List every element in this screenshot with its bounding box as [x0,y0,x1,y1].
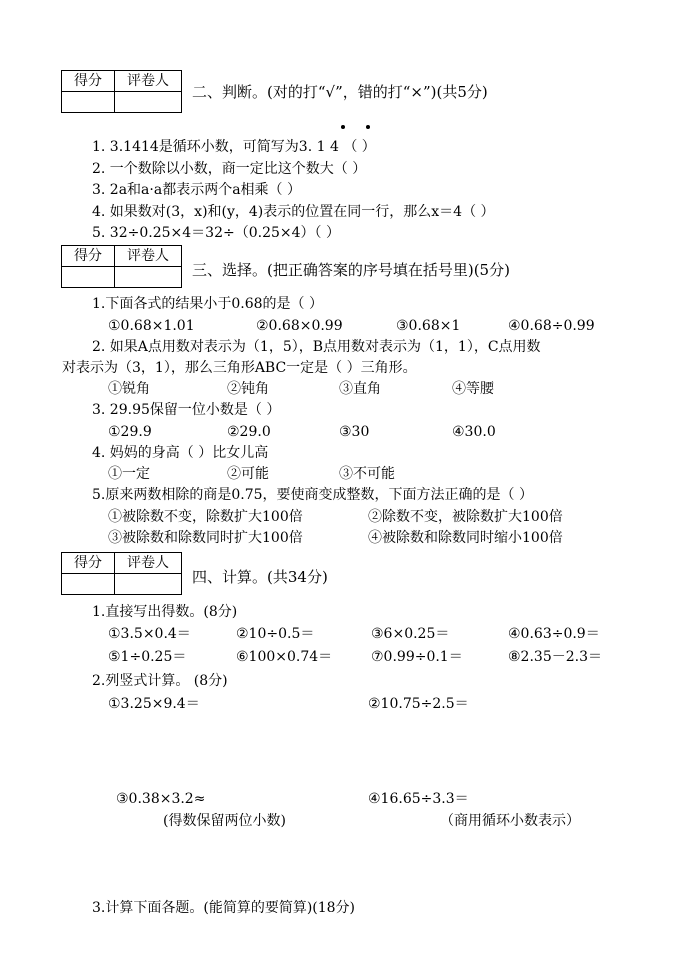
choice-option: ②除数不变，被除数扩大100倍 [368,509,563,525]
choice-q4: 4. 妈妈的身高（ ）比女儿高 [92,445,269,461]
judge-item-3: 3. 2a和a·a都表示两个a相乘（ ） [92,182,302,198]
section4-title: 四、计算。(共34分) [192,568,328,586]
score-label: 得分 [62,71,115,92]
choice-option: ③直角 [339,381,381,397]
grader-cell[interactable] [115,92,182,113]
calc-note: (得数保留两位小数) [163,813,286,829]
vertical-calc-item: ③0.38×3.2≈ [116,791,206,807]
calc-item: ③6×0.25＝ [371,626,450,642]
score-table-section4 [61,552,182,595]
vertical-calc-item: ④16.65÷3.3＝ [368,791,469,807]
judge-item-5: 5. 32÷0.25×4＝32÷（0.25×4）（ ） [92,225,340,241]
grader-label: 评卷人 [115,553,182,574]
calc-part2-title: 2.列竖式计算。 (8分) [92,673,228,689]
calc-note: （商用循环小数表示） [440,813,580,829]
choice-q2-line1: 2. 如果A点用数对表示为（1，5），B点用数对表示为（1，1），C点用数 [92,339,541,355]
score-label: 得分 [62,553,115,574]
choice-option: ④0.68÷0.99 [508,318,595,334]
choice-option: ③被除数和除数同时扩大100倍 [108,530,303,546]
score-cell[interactable] [62,574,115,595]
vertical-calc-item: ①3.25×9.4＝ [108,696,200,712]
choice-option: ③30 [339,424,370,440]
score-cell[interactable] [62,92,115,113]
choice-option: ③0.68×1 [396,318,461,334]
choice-option: ②0.68×0.99 [256,318,343,334]
score-table-section3 [61,245,182,288]
score-label: 得分 [62,246,115,267]
calc-item: ④0.63÷0.9＝ [508,626,600,642]
choice-option: ①锐角 [108,381,150,397]
vertical-calc-item: ②10.75÷2.5＝ [368,696,469,712]
judge-item-4: 4. 如果数对(3，x)和(y，4)表示的位置在同一行，那么x＝4（ ） [92,204,495,220]
calc-item: ②10÷0.5＝ [236,626,315,642]
choice-q2-line2: 对表示为（3，1），那么三角形ABC一定是（ ）三角形。 [62,360,417,376]
choice-option: ④等腰 [452,381,494,397]
choice-q3: 3. 29.95保留一位小数是（ ） [92,402,281,418]
judge-item-1: 1. 3.1414是循环小数，可简写为3. 1 4 （ ） [92,139,376,155]
section3-title: 三、选择。(把正确答案的序号填在括号里)(5分) [192,261,510,279]
grader-cell[interactable] [115,574,182,595]
grader-label: 评卷人 [115,246,182,267]
calc-item: ⑦0.99÷0.1＝ [371,649,463,665]
score-table-section2 [61,70,182,113]
choice-option: ②钝角 [227,381,269,397]
choice-q1: 1.下面各式的结果小于0.68的是（ ） [92,296,323,312]
choice-q5: 5.原来两数相除的商是0.75，要使商变成整数，下面方法正确的是（ ） [92,487,533,503]
grader-cell[interactable] [115,267,182,288]
section2-title: 二、判断。(对的打“√”，错的打“×”)(共5分) [192,83,488,101]
calc-item: ⑧2.35－2.3＝ [508,649,602,665]
choice-option: ②29.0 [227,424,271,440]
calc-part1-title: 1.直接写出得数。(8分) [92,604,238,620]
repeat-dot [366,125,370,129]
calc-item: ①3.5×0.4＝ [108,626,191,642]
choice-option: ②可能 [227,466,269,482]
calc-item: ⑥100×0.74＝ [236,649,333,665]
choice-option: ④被除数和除数同时缩小100倍 [368,530,563,546]
choice-option: ①0.68×1.01 [108,318,195,334]
choice-option: ④30.0 [452,424,496,440]
choice-option: ①被除数不变，除数扩大100倍 [108,509,303,525]
choice-option: ①一定 [108,466,150,482]
grader-label: 评卷人 [115,71,182,92]
calc-part3-title: 3.计算下面各题。(能简算的要简算)(18分) [92,900,356,916]
choice-option: ③不可能 [339,466,395,482]
repeat-dot [341,125,345,129]
score-cell[interactable] [62,267,115,288]
calc-item: ⑤1÷0.25＝ [108,649,187,665]
choice-option: ①29.9 [108,424,152,440]
judge-item-2: 2. 一个数除以小数，商一定比这个数大（ ） [92,161,367,177]
